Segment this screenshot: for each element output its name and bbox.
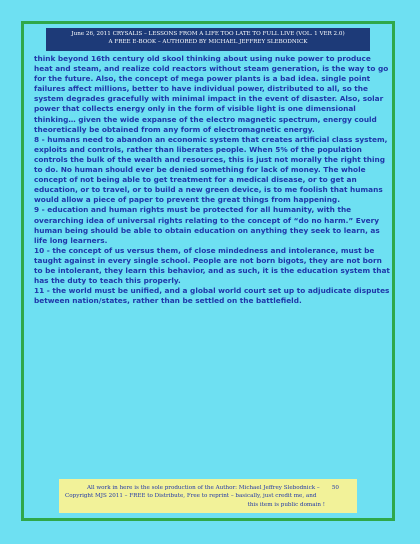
page-frame: [21, 21, 395, 521]
footer-public-domain-text: this item is public domain !: [247, 501, 325, 508]
paragraph-point-11: 11 - the world must be unified, and a global world court set up to adjudicate disputes between nation/states, rather than be settled on the battlefield.: [34, 286, 390, 306]
paragraph-point-9: 9 - education and human rights must be protected for all humanity, with the overarching idea of universal rights relating to the concept of “do no harm.” Every human being should be able to obtain education on anything they seek to learn, as life long learners.: [34, 205, 380, 245]
footer-line-1: [65, 484, 351, 492]
body-text: [34, 54, 390, 306]
footer-copyright-text: Copyright MJS 2011 – FREE to Distribute, Free to reprint – basically, just credit me, and: [65, 493, 317, 500]
paragraph-energy: think beyond 16th century old skool thinking about using nuke power to produce heat and steam, and realize cold reactors without steam generation, is the way to go for the future. Also, the concept of mega power plants is a bad idea. single point failures affect millions, better to have individual power, distributed to all, so the system degrades gracefully with minimal impact in the event of disaster. Also, solar power that collects energy only in the form of visible light is one dimensional thinking… given the wide expanse of the electro magnetic spectrum, energy could theoretically be obtained from any form of electromagnetic energy.: [34, 54, 389, 134]
footer-banner: [59, 479, 357, 513]
header-title-line: June 26, 2011 CRYSALIS – LESSONS FROM A LIFE TOO LATE TO FULL LIVE (VOL. 1 VER 2.0): [71, 31, 345, 37]
page-number: 50: [331, 485, 339, 491]
paragraph-point-10: 10 - the concept of us versus them, of close mindedness and intolerance, must be taught against in every single school. People are not born bigots, they are not born to be intolerant, they learn this behavior, and as such, it is the education system that has the duty to teach this properly.: [34, 245, 390, 286]
footer-authorship-text: All work in here is the sole production of the Author: Michael Jeffrey Slebodnick –: [87, 485, 320, 491]
paragraph-point-8: 8 - humans need to abandon an economic system that creates artificial class system, exploits and controls, rather than liberates people. When 5% of the population controls the bulk of the wealth and resources, this is just not morally the right thing to do. No human should ever be denied something for lack of money. The whole concept of not being able to get treatment for a medical disease, or to get an education, or to travel, or to build a new green device, is to me foolish that humans would allow a piece of paper to prevent the great things from happening.: [34, 134, 388, 205]
header-banner: [46, 28, 370, 51]
header-author-line: A FREE E-BOOK – AUTHORED BY MICHAEL JEFFREY SLEBODNICK: [108, 38, 308, 45]
